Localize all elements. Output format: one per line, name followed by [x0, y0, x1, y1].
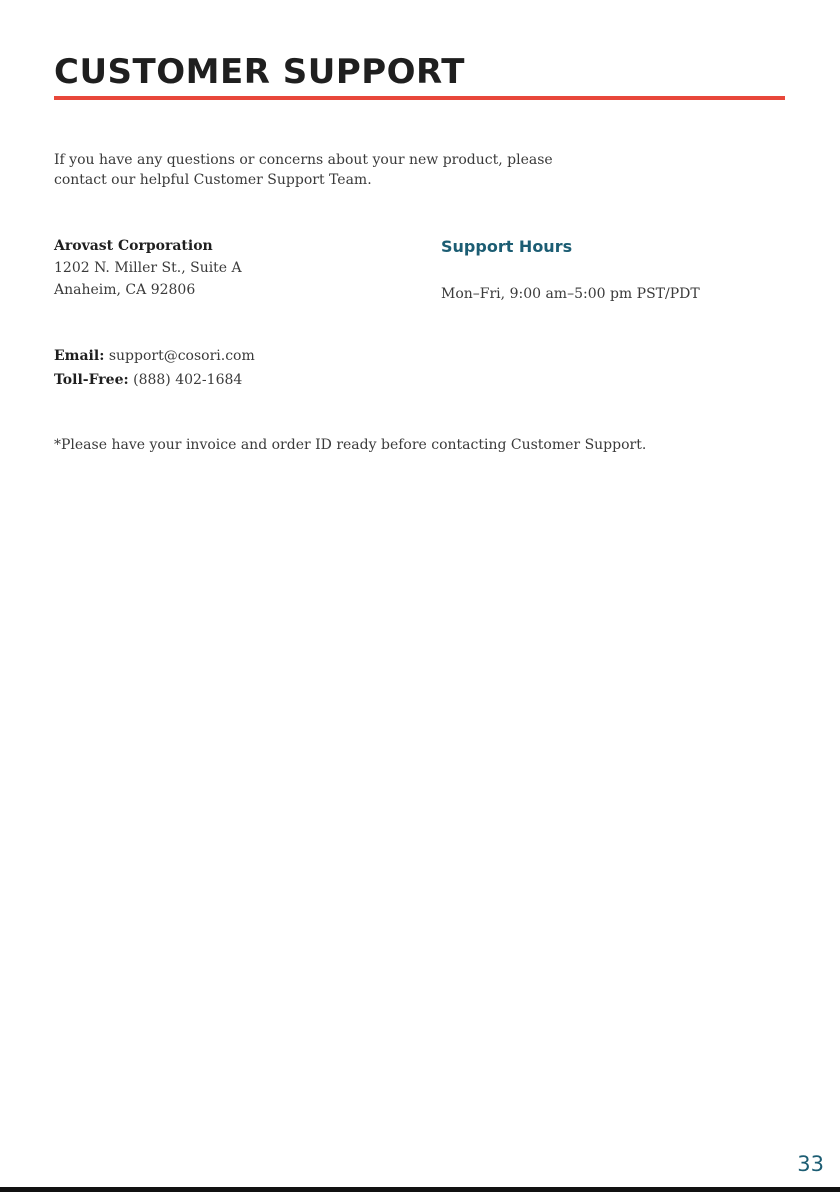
intro-line-1: If you have any questions or concerns about your new product, please [54, 152, 553, 168]
phone-number[interactable]: (888) 402-1684 [133, 372, 243, 388]
footnote: *Please have your invoice and order ID ready before contacting Customer Support. [54, 437, 647, 453]
support-hours-text: Mon–Fri, 9:00 am–5:00 pm PST/PDT [441, 286, 700, 302]
page-title: CUSTOMER SUPPORT [54, 52, 465, 92]
address-street: 1202 N. Miller St., Suite A [54, 260, 242, 276]
intro-line-2: contact our helpful Customer Support Team. [54, 172, 372, 188]
contact-info [54, 344, 255, 392]
phone-label: Toll-Free: [54, 372, 129, 388]
company-name: Arovast Corporation [54, 238, 213, 254]
email-row [54, 344, 255, 368]
address-city: Anaheim, CA 92806 [54, 282, 196, 298]
intro-paragraph [54, 150, 614, 190]
email-address[interactable]: support@cosori.com [108, 348, 255, 364]
support-hours [441, 235, 700, 305]
page-number: 33 [797, 1152, 824, 1176]
bottom-divider [0, 1187, 840, 1192]
company-address [54, 235, 242, 301]
title-divider [54, 96, 785, 100]
phone-row [54, 368, 255, 392]
email-label: Email: [54, 348, 105, 364]
support-hours-heading: Support Hours [441, 237, 573, 256]
